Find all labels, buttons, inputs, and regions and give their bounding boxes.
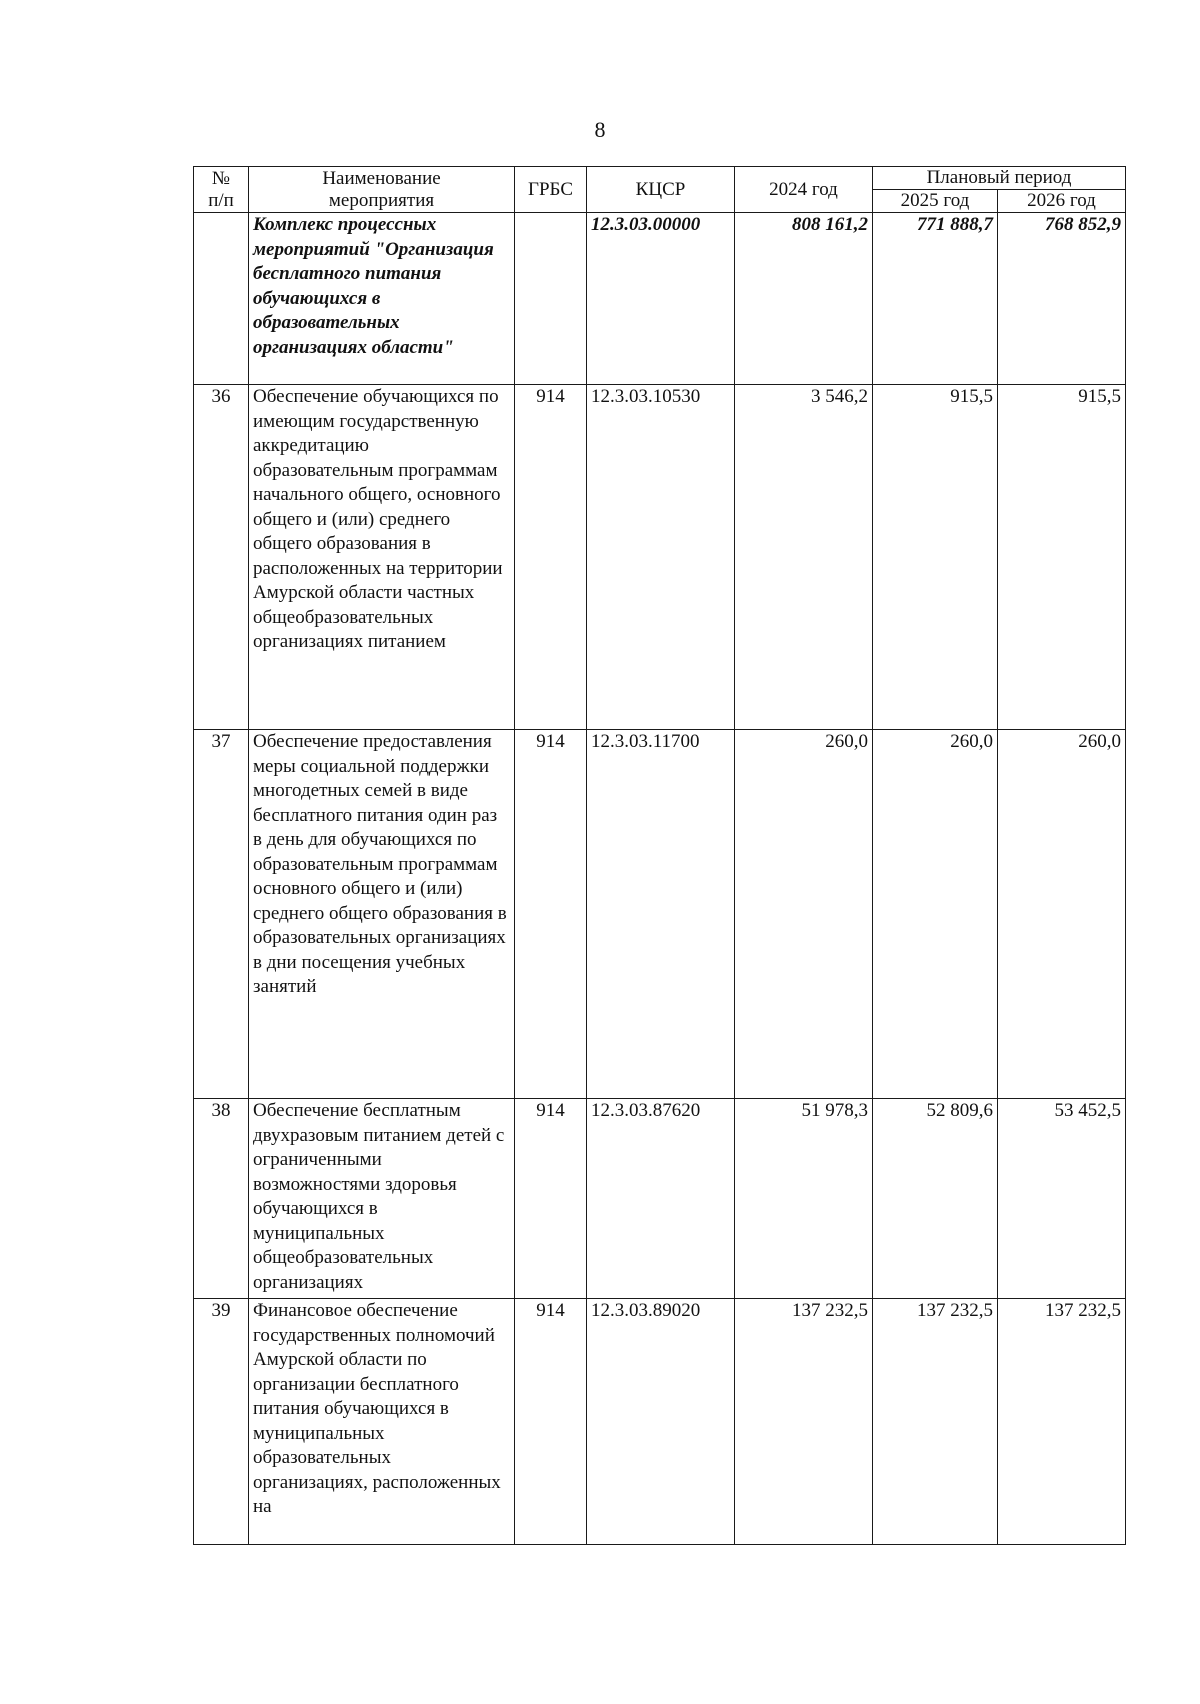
row-name: Обеспечение бесплатным двухразовым питанием детей с ограниченными возможностями здоровья обучающихся в муниципальных общеобразовательных организациях <box>249 1099 515 1299</box>
row-grbs: 914 <box>515 730 587 1099</box>
row-2024: 3 546,2 <box>735 385 873 730</box>
row-name: Обеспечение обучающихся по имеющим государственную аккредитацию образовательным программам начального общего, основного общего и (или) среднего общего образования в расположенных на территории Амурской области частных общеобразовательных организациях питанием <box>249 385 515 730</box>
page-number: 8 <box>594 117 606 142</box>
header-name-line1: Наименование <box>322 167 441 189</box>
row-grbs: 914 <box>515 385 587 730</box>
row-num: 37 <box>194 730 249 1099</box>
row-2024: 137 232,5 <box>735 1299 873 1545</box>
row-2026: 53 452,5 <box>998 1099 1126 1299</box>
row-2025: 771 888,7 <box>873 213 998 385</box>
row-2025: 260,0 <box>873 730 998 1099</box>
budget-table <box>193 166 1126 1545</box>
table-row-complex <box>194 213 1126 385</box>
row-grbs <box>515 213 587 385</box>
row-2026: 260,0 <box>998 730 1126 1099</box>
table-row <box>194 1299 1126 1545</box>
row-num: 38 <box>194 1099 249 1299</box>
table-row <box>194 385 1126 730</box>
header-kcsr: КЦСР <box>587 167 735 213</box>
header-name-line2: мероприятия <box>328 189 435 211</box>
header-2026: 2026 год <box>998 190 1126 213</box>
row-kcsr: 12.3.03.00000 <box>587 213 735 385</box>
header-name <box>249 167 515 213</box>
row-2024: 808 161,2 <box>735 213 873 385</box>
row-grbs: 914 <box>515 1299 587 1545</box>
header-planned-period: Плановый период <box>873 167 1126 190</box>
row-kcsr: 12.3.03.89020 <box>587 1299 735 1545</box>
row-2024: 260,0 <box>735 730 873 1099</box>
table-row <box>194 1099 1126 1299</box>
row-grbs: 914 <box>515 1099 587 1299</box>
header-2025: 2025 год <box>873 190 998 213</box>
row-num <box>194 213 249 385</box>
header-2024: 2024 год <box>735 167 873 213</box>
row-2025: 137 232,5 <box>873 1299 998 1545</box>
row-2024: 51 978,3 <box>735 1099 873 1299</box>
row-num: 36 <box>194 385 249 730</box>
row-kcsr: 12.3.03.10530 <box>587 385 735 730</box>
header-grbs: ГРБС <box>515 167 587 213</box>
header-num <box>194 167 249 213</box>
row-2026: 137 232,5 <box>998 1299 1126 1545</box>
row-name: Финансовое обеспечение государственных полномочий Амурской области по организации бесплатного питания обучающихся в муниципальных образовательных организациях, расположенных на <box>249 1299 515 1545</box>
row-kcsr: 12.3.03.87620 <box>587 1099 735 1299</box>
row-kcsr: 12.3.03.11700 <box>587 730 735 1099</box>
table-body <box>194 213 1126 1545</box>
table-header <box>194 167 1126 213</box>
row-2025: 915,5 <box>873 385 998 730</box>
row-name: Обеспечение предоставления меры социальной поддержки многодетных семей в виде бесплатного питания один раз в день для обучающихся по образовательным программам основного общего и (или) среднего общего образования в образовательных организациях в дни посещения учебных занятий <box>249 730 515 1099</box>
row-name: Комплекс процессных мероприятий "Организация бесплатного питания обучающихся в образовательных организациях области" <box>249 213 515 385</box>
header-num-line2: п/п <box>208 189 234 211</box>
row-2025: 52 809,6 <box>873 1099 998 1299</box>
header-num-line1: № <box>211 167 231 189</box>
row-num: 39 <box>194 1299 249 1545</box>
row-2026: 915,5 <box>998 385 1126 730</box>
table-row <box>194 730 1126 1099</box>
row-2026: 768 852,9 <box>998 213 1126 385</box>
